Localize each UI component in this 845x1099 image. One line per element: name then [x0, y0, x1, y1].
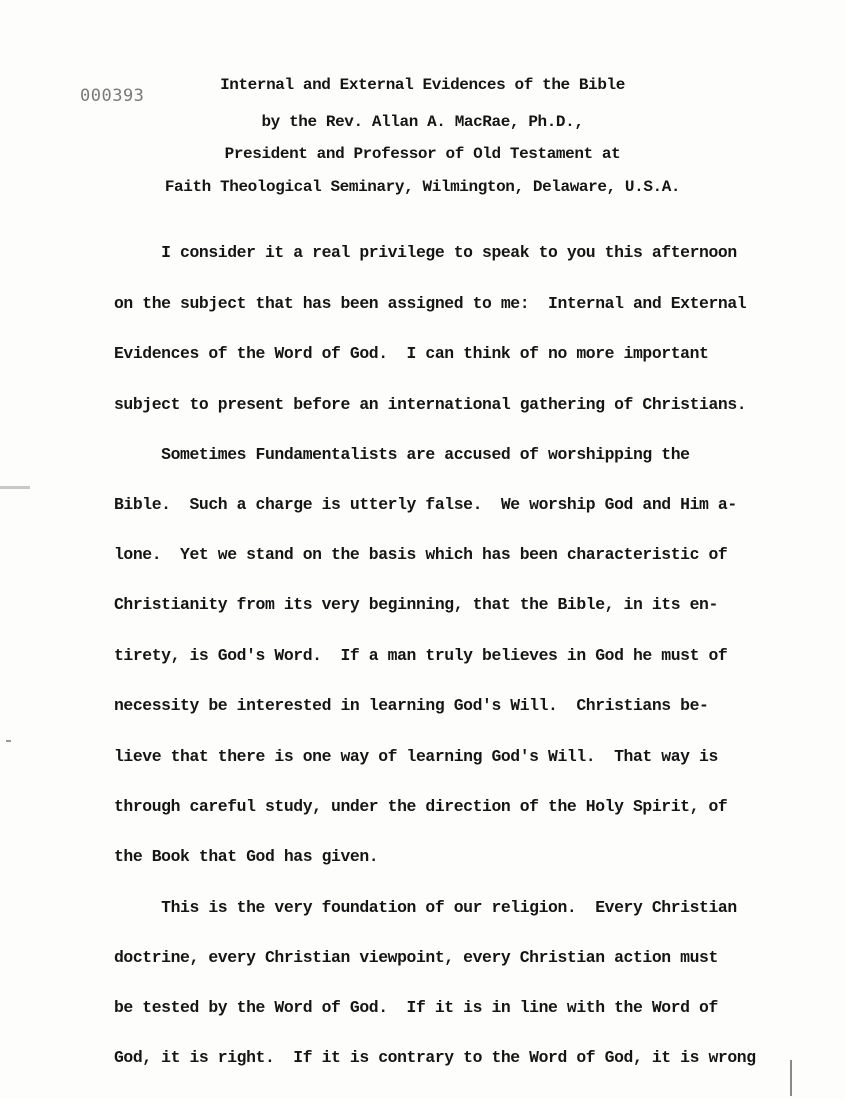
- body-line: be tested by the Word of God. If it is in line with the Word of: [114, 998, 718, 1017]
- body-line: tirety, is God's Word. If a man truly believes in God he must of: [114, 646, 728, 665]
- body-line: lone. Yet we stand on the basis which has been characteristic of: [114, 545, 728, 564]
- author-line: by the Rev. Allan A. MacRae, Ph.D.,: [261, 113, 584, 131]
- scan-mark: [790, 1060, 792, 1096]
- body-line: God, it is right. If it is contrary to the Word of God, it is wrong: [114, 1048, 756, 1067]
- body-line: Bible. Such a charge is utterly false. We worship God and Him a-: [114, 495, 737, 514]
- archive-stamp-number: 000393: [80, 86, 145, 106]
- title-line: Internal and External Evidences of the Bible: [220, 76, 625, 94]
- body-line: subject to present before an international gathering of Christians.: [114, 395, 747, 414]
- scan-mark: [0, 486, 30, 489]
- position-line: President and Professor of Old Testament at: [224, 145, 621, 163]
- body-line: through careful study, under the direction of the Holy Spirit, of: [114, 797, 728, 816]
- body-line: This is the very foundation of our religion. Every Christian: [114, 898, 737, 917]
- body-line: Evidences of the Word of God. I can think of no more important: [114, 344, 709, 363]
- body-line: on the subject that has been assigned to me: Internal and External: [114, 294, 747, 313]
- body-line: doctrine, every Christian viewpoint, every Christian action must: [114, 948, 718, 967]
- body-line: Christianity from its very beginning, that the Bible, in its en-: [114, 595, 718, 614]
- body-line: lieve that there is one way of learning God's Will. That way is: [114, 747, 718, 766]
- scan-mark: [6, 740, 11, 742]
- body-line: Sometimes Fundamentalists are accused of worshipping the: [114, 445, 690, 464]
- body-line: the Book that God has given.: [114, 847, 379, 866]
- body-line: I consider it a real privilege to speak to you this afternoon: [114, 243, 737, 262]
- body-line: necessity be interested in learning God's Will. Christians be-: [114, 696, 709, 715]
- institution-line: Faith Theological Seminary, Wilmington, Delaware, U.S.A.: [164, 178, 681, 196]
